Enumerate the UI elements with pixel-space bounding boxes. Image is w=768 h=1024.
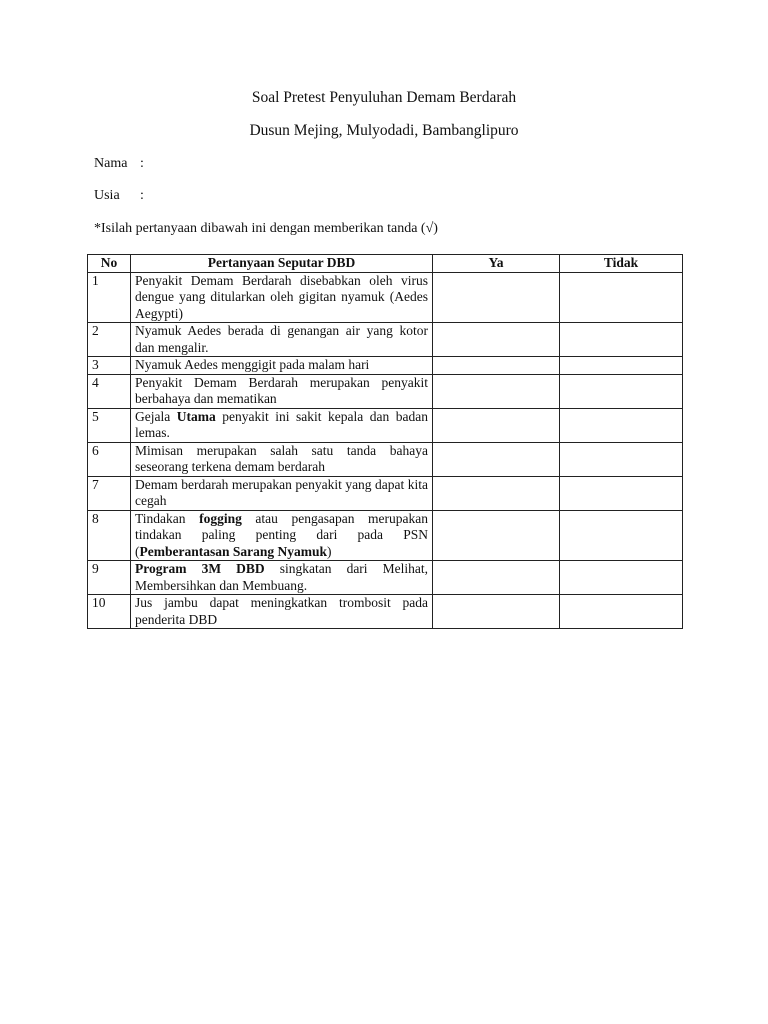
- header-no-answer: Tidak: [560, 255, 683, 273]
- question-text-part: Nyamuk Aedes menggigit pada malam hari: [135, 357, 370, 372]
- question-text: [131, 476, 433, 510]
- table-row: [88, 374, 683, 408]
- name-field: [94, 156, 144, 172]
- table-header-row: [88, 255, 683, 273]
- question-text-part: Nyamuk Aedes berada di genangan air yang kotor dan mengalir.: [135, 323, 428, 355]
- question-text-part: Tindakan: [135, 510, 200, 526]
- question-text-part: Penyakit Demam Berdarah disebabkan oleh virus dengue yang ditularkan oleh gigitan nyamuk (Aedes Aegypti): [135, 272, 428, 321]
- age-label: Usia: [94, 188, 120, 203]
- question-text-bold: Program 3M DBD: [135, 561, 265, 576]
- question-number: 8: [88, 510, 131, 561]
- answer-yes-cell[interactable]: [433, 357, 560, 375]
- question-number: 4: [88, 374, 131, 408]
- question-text-bold: fogging: [199, 510, 242, 526]
- instruction-text: *Isilah pertanyaan dibawah ini dengan memberikan tanda (√): [94, 221, 438, 236]
- answer-no-cell[interactable]: [560, 357, 683, 375]
- question-number: 6: [88, 442, 131, 476]
- document-title: Soal Pretest Penyuluhan Demam Berdarah: [251, 89, 517, 106]
- question-text: [131, 323, 433, 357]
- answer-no-cell[interactable]: [560, 374, 683, 408]
- question-number: 5: [88, 408, 131, 442]
- table-row: [88, 442, 683, 476]
- question-text: [131, 561, 433, 595]
- question-text-part: Jus jambu dapat meningkatkan trombosit pada penderita DBD: [135, 595, 428, 627]
- question-text: [131, 357, 433, 375]
- answer-yes-cell[interactable]: [433, 442, 560, 476]
- age-field: [94, 188, 144, 204]
- answer-no-cell[interactable]: [560, 442, 683, 476]
- table-row: [88, 510, 683, 561]
- answer-no-cell[interactable]: [560, 561, 683, 595]
- table-row: [88, 561, 683, 595]
- question-text-part: atau pengasapan merupakan tindakan paling penting dari pada PSN (: [135, 510, 428, 559]
- question-text-part: Mimisan merupakan salah satu tanda bahaya seseorang terkena demam berdarah: [135, 442, 428, 474]
- answer-no-cell[interactable]: [560, 476, 683, 510]
- answer-no-cell[interactable]: [560, 323, 683, 357]
- question-text-bold: Pemberantasan Sarang Nyamuk: [139, 543, 328, 559]
- answer-yes-cell[interactable]: [433, 595, 560, 629]
- table-body: [88, 272, 683, 629]
- answer-yes-cell[interactable]: [433, 561, 560, 595]
- question-number: 3: [88, 357, 131, 375]
- question-text-part: singkatan dari Melihat, Membersihkan dan Membuang.: [135, 561, 429, 593]
- answer-yes-cell[interactable]: [433, 510, 560, 561]
- table-row: [88, 595, 683, 629]
- question-number: 1: [88, 272, 131, 323]
- question-number: 7: [88, 476, 131, 510]
- question-text: [131, 272, 433, 323]
- question-text: [131, 510, 433, 561]
- question-text-part: penyakit ini sakit kepala dan badan lemas.: [135, 408, 429, 440]
- question-text: [131, 408, 433, 442]
- answer-no-cell[interactable]: [560, 408, 683, 442]
- question-table: [87, 254, 683, 629]
- question-number: 10: [88, 595, 131, 629]
- question-text: [131, 442, 433, 476]
- answer-yes-cell[interactable]: [433, 476, 560, 510]
- question-text: [131, 374, 433, 408]
- question-number: 2: [88, 323, 131, 357]
- table-row: [88, 272, 683, 323]
- table-row: [88, 408, 683, 442]
- header-yes: Ya: [433, 255, 560, 273]
- header-no: No: [88, 255, 131, 273]
- age-colon: :: [140, 188, 144, 203]
- question-text-part: Demam berdarah merupakan penyakit yang dapat kita cegah: [135, 476, 428, 508]
- question-text-bold: Utama: [176, 408, 216, 424]
- document-subtitle: Dusun Mejing, Mulyodadi, Bambanglipuro: [249, 122, 519, 139]
- header-question: Pertanyaan Seputar DBD: [131, 255, 433, 273]
- question-text-part: ): [327, 543, 332, 559]
- answer-no-cell[interactable]: [560, 510, 683, 561]
- table-row: [88, 476, 683, 510]
- question-number: 9: [88, 561, 131, 595]
- answer-yes-cell[interactable]: [433, 374, 560, 408]
- table-row: [88, 323, 683, 357]
- answer-no-cell[interactable]: [560, 595, 683, 629]
- answer-no-cell[interactable]: [560, 272, 683, 323]
- question-text-part: Penyakit Demam Berdarah merupakan penyakit berbahaya dan mematikan: [135, 374, 428, 406]
- name-colon: :: [140, 156, 144, 171]
- name-label: Nama: [94, 156, 128, 171]
- answer-yes-cell[interactable]: [433, 408, 560, 442]
- answer-yes-cell[interactable]: [433, 323, 560, 357]
- answer-yes-cell[interactable]: [433, 272, 560, 323]
- question-text-part: Gejala: [135, 408, 177, 424]
- table-row: [88, 357, 683, 375]
- question-text: [131, 595, 433, 629]
